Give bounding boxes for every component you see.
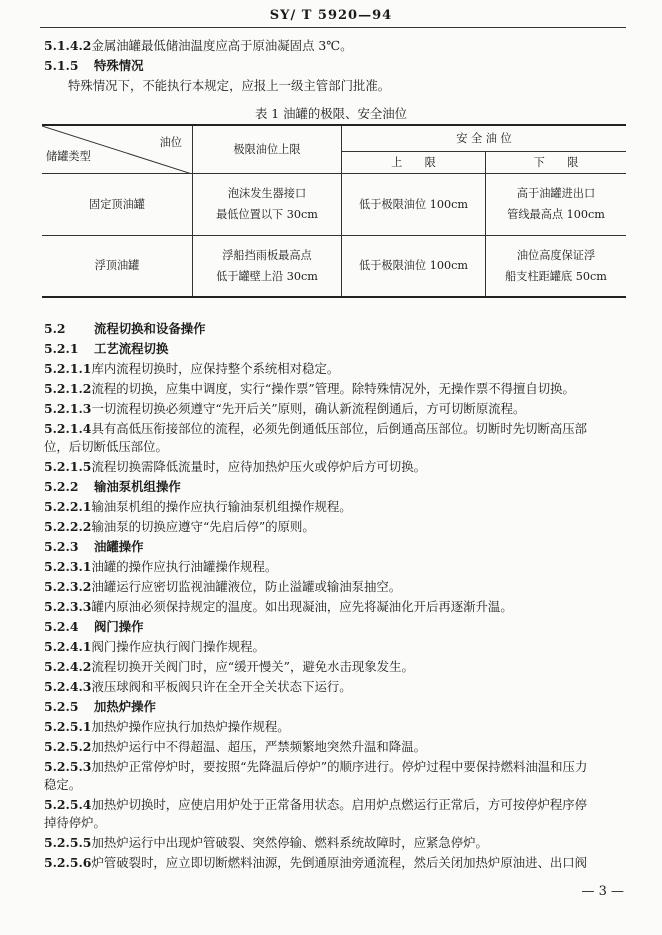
clause-text: 掉待停炉。: [44, 815, 106, 830]
section-number: 5.2.1: [44, 341, 79, 356]
cell-type: 浮顶油罐: [42, 235, 193, 297]
clause-text: 罐内原油必须保持规定的温度。如出现凝油，应先将凝油化开后再逐渐升温。: [91, 599, 513, 614]
clause-text: 流程的切换，应集中调度，实行“操作票”管理。除特殊情况外，无操作票不得擅自切换。: [91, 381, 575, 396]
clause-number: 5.2.4.3: [44, 679, 92, 694]
header-limit: 极限油位上限: [193, 125, 342, 173]
table-corner-cell: [42, 125, 193, 173]
clause-number: 5.2.3.3: [44, 599, 92, 614]
clause-5-2-5-4: [44, 796, 587, 813]
clause-5-1-4-2: [44, 37, 353, 54]
clause-5-2-3-1: [44, 558, 277, 575]
section-title: 输油泵机组操作: [94, 479, 181, 494]
clause-text: 油罐的操作应执行油罐操作规程。: [91, 559, 278, 574]
clause-number: 5.2.3.1: [44, 559, 92, 574]
clause-number: 5.2.5.4: [44, 797, 92, 812]
section-5-2: [44, 320, 206, 337]
clause-5-2-4-1: [44, 638, 265, 655]
clause-continuation: [44, 814, 106, 831]
cell-line: 泡沫发生器接口: [227, 187, 307, 200]
clause-5-2-1-2: [44, 380, 575, 397]
clause-number: 5.2.5.5: [44, 835, 92, 850]
clause-number: 5.2.5.6: [44, 855, 92, 870]
clause-number: 5.1.4.2: [44, 38, 92, 53]
cell-line: 浮船挡雨板最高点: [222, 248, 312, 262]
clause-number: 5.2.1.3: [44, 401, 92, 416]
clause-5-2-5-2: [44, 738, 426, 755]
table-row: [42, 173, 626, 235]
clause-text: 具有高低压衔接部位的流程，必须先倒通低压部位，后倒通高压部位。切断时先切断高压部: [91, 421, 588, 436]
clause-text: 金属油罐最低储油温度应高于原油凝固点 3℃。: [91, 38, 353, 53]
cell-line: 高于油罐进出口: [516, 187, 596, 200]
clause-5-2-4-2: [44, 658, 414, 675]
oil-level-table: [42, 124, 626, 298]
clause-text: 加热炉正常停炉时，要按照“先降温后停炉”的顺序进行。停炉过程中要保持燃料油温和压力: [91, 759, 588, 774]
clause-5-2-3-2: [44, 578, 401, 595]
clause-5-2-1-1: [44, 360, 339, 377]
cell-line: 管线最高点 100cm: [507, 208, 605, 221]
clause-5-2-1-4: [44, 420, 587, 437]
section-5-2-1: [44, 340, 168, 357]
section-5-2-3: [44, 538, 144, 555]
corner-top-label: 油位: [159, 136, 182, 149]
clause-number: 5.2.2.2: [44, 519, 92, 534]
cell-limit: [193, 235, 342, 297]
section-5-2-5: [44, 698, 156, 715]
clause-number: 5.2.1.4: [44, 421, 92, 436]
clause-text: 流程切换需降低流量时，应待加热炉压火或停炉后方可切换。: [91, 459, 426, 474]
section-number: 5.1.5: [44, 58, 79, 73]
header-lower: 下 限: [486, 151, 627, 173]
clause-text: 加热炉运行中出现炉管破裂、突然停输、燃料系统故障时，应紧急停炉。: [91, 835, 488, 850]
clause-text: 流程切换开关阀门时，应“缓开慢关”，避免水击现象发生。: [91, 659, 414, 674]
clause-number: 5.2.5.2: [44, 739, 92, 754]
clause-5-2-1-3: [44, 400, 525, 417]
clause-continuation: [44, 776, 81, 793]
clause-5-2-4-3: [44, 678, 352, 695]
clause-5-2-1-5: [44, 458, 426, 475]
clause-5-2-3-3: [44, 598, 513, 615]
clause-text: 一切流程切换必须遵守“先开后关”原则，确认新流程倒通后，方可切断原流程。: [91, 401, 526, 416]
clause-text: 炉管破裂时，应立即切断燃料油源，先倒通原油旁通流程，然后关闭加热炉原油进、出口阀: [91, 855, 588, 870]
cell-line: 油位高度保证浮: [516, 248, 596, 262]
section-5-2-4: [44, 618, 144, 635]
cell-lower: [486, 173, 627, 235]
header-rule: [40, 27, 626, 28]
section-title: 特殊情况: [94, 58, 144, 73]
clause-5-2-5-1: [44, 718, 290, 735]
page-number: — 3 —: [581, 884, 624, 899]
header-upper: 上 限: [342, 151, 486, 173]
section-title: 阀门操作: [94, 619, 144, 634]
clause-5-2-5-3: [44, 758, 587, 775]
clause-number: 5.2.3.2: [44, 579, 92, 594]
section-number: 5.2.2: [44, 479, 79, 494]
clause-number: 5.2.4.1: [44, 639, 92, 654]
clause-text: 加热炉切换时，应使启用炉处于正常备用状态。启用炉点燃运行正常后，方可按停炉程序停: [91, 797, 588, 812]
cell-lower: [486, 235, 627, 297]
section-number: 5.2.3: [44, 539, 79, 554]
clause-text: 位，后切断低压部位。: [44, 439, 168, 454]
section-title: 加热炉操作: [94, 699, 156, 714]
clause-number: 5.2.2.1: [44, 499, 92, 514]
cell-type: 固定顶油罐: [42, 173, 193, 235]
section-5-1-5: [44, 57, 144, 74]
cell-line: 船支柱距罐底 50cm: [505, 269, 607, 283]
section-title: 流程切换和设备操作: [94, 321, 206, 336]
clause-5-2-5-6: [44, 854, 587, 871]
section-title: 油罐操作: [94, 539, 144, 554]
clause-5-2-2-2: [44, 518, 315, 535]
paragraph-special-case: [68, 77, 390, 94]
section-number: 5.2: [44, 321, 66, 336]
clause-text: 加热炉运行中不得超温、超压，严禁频繁地突然升温和降温。: [91, 739, 426, 754]
corner-bottom-label: 储罐类型: [46, 149, 91, 163]
clause-number: 5.2.1.1: [44, 361, 92, 376]
cell-upper: 低于极限油位 100cm: [342, 235, 486, 297]
clause-continuation: [44, 438, 168, 455]
cell-limit: [193, 173, 342, 235]
section-number: 5.2.4: [44, 619, 79, 634]
table-row: [42, 235, 626, 297]
cell-line: 最低位置以下 30cm: [216, 208, 318, 221]
clause-5-2-2-1: [44, 498, 352, 515]
header-safe: 安 全 油 位: [342, 125, 627, 151]
clause-number: 5.2.1.2: [44, 381, 92, 396]
section-number: 5.2.5: [44, 699, 79, 714]
clause-text: 稳定。: [44, 777, 82, 792]
clause-text: 库内流程切换时，应保持整个系统相对稳定。: [91, 361, 340, 376]
clause-5-2-5-5: [44, 834, 488, 851]
clause-number: 5.2.5.1: [44, 719, 92, 734]
clause-text: 油罐运行应密切监视油罐液位，防止溢罐或输油泵抽空。: [91, 579, 402, 594]
table-title: 表 1 油罐的极限、安全油位: [254, 106, 408, 121]
clause-text: 阀门操作应执行阀门操作规程。: [91, 639, 265, 654]
cell-upper: 低于极限油位 100cm: [342, 173, 486, 235]
paragraph-text: 特殊情况下，不能执行本规定，应报上一级主管部门批准。: [68, 78, 391, 93]
clause-text: 加热炉操作应执行加热炉操作规程。: [91, 719, 290, 734]
clause-number: 5.2.1.5: [44, 459, 92, 474]
section-title: 工艺流程切换: [94, 341, 169, 356]
clause-text: 液压球阀和平板阀只许在全开全关状态下运行。: [91, 679, 352, 694]
clause-number: 5.2.4.2: [44, 659, 92, 674]
cell-line: 低于罐壁上沿 30cm: [216, 269, 318, 283]
page-header: SY/ T 5920—94: [269, 8, 393, 23]
clause-text: 输油泵机组的操作应执行输油泵机组操作规程。: [91, 499, 352, 514]
clause-text: 输油泵的切换应遵守“先启后停”的原则。: [91, 519, 315, 534]
clause-number: 5.2.5.3: [44, 759, 92, 774]
section-5-2-2: [44, 478, 181, 495]
